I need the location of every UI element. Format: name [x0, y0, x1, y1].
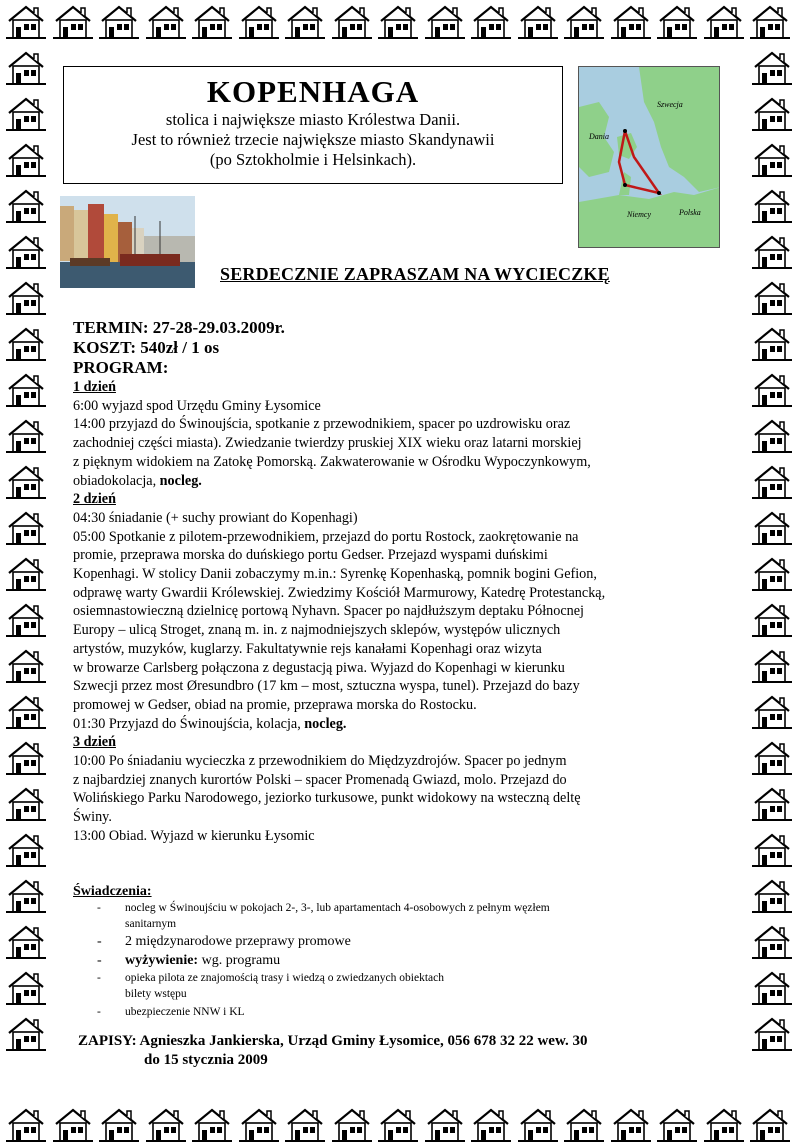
house-icon	[53, 1106, 93, 1144]
house-icon	[752, 279, 792, 317]
day-label: 2 dzień	[73, 491, 116, 508]
house-icon	[425, 3, 465, 41]
house-icon	[6, 141, 46, 179]
benefit-item: - wyżywienie: wg. programu	[97, 953, 281, 968]
house-icon	[378, 3, 418, 41]
map-label-szwecja: Szwecja	[657, 100, 683, 109]
benefits-heading: Świadczenia:	[73, 884, 152, 899]
house-icon	[471, 3, 511, 41]
house-icon	[285, 1106, 325, 1144]
house-icon	[146, 1106, 186, 1144]
registration-line-2: do 15 stycznia 2009	[144, 1052, 268, 1068]
day-line: Szwecji przez most Øresundbro (17 km – most, sztuczna wyspa, tunel). Przejazd do bazy	[73, 678, 580, 695]
house-icon	[6, 371, 46, 409]
day-line: osiemnastowieczną dzielnicę portową Nyhavn. Spacer po najdłuższym deptaku Północnej	[73, 603, 584, 620]
house-icon	[6, 831, 46, 869]
house-icon	[752, 831, 792, 869]
house-icon	[752, 417, 792, 455]
benefits-section	[73, 884, 733, 1020]
term-line: TERMIN: 27-28-29.03.2009r.	[73, 318, 285, 337]
map-label-dania: Dania	[589, 132, 609, 141]
house-icon	[425, 1106, 465, 1144]
house-icon	[285, 3, 325, 41]
house-icon	[518, 1106, 558, 1144]
house-icon	[6, 693, 46, 731]
house-icon	[6, 509, 46, 547]
house-icon	[750, 3, 790, 41]
title-box	[63, 66, 563, 184]
subtitle-line-3: (po Sztokholmie i Helsinkach).	[209, 150, 417, 169]
house-icon	[750, 1106, 790, 1144]
house-icon	[6, 923, 46, 961]
benefit-item: - nocleg w Świnoujściu w pokojach 2-, 3-, lub apartamentach 4-osobowych z pełnym węzłem sanitarnym	[97, 902, 550, 930]
house-icon	[564, 3, 604, 41]
house-icon	[752, 49, 792, 87]
program-heading: PROGRAM:	[73, 358, 169, 377]
house-icon	[6, 233, 46, 271]
house-icon	[6, 325, 46, 363]
day-line: z pięknym widokiem na Zatokę Pomorską. Zakwaterowanie w Ośrodku Wypoczynkowym,	[73, 453, 591, 470]
day-line: Europy – ulicą Stroget, znaną m. in. z najmodniejszych sklepów, występów ulicznych	[73, 622, 561, 639]
day-line: zachodniej części miasta). Zwiedzanie twierdzy pruskiej XIX wieku oraz latarni morskiej	[73, 435, 582, 452]
day-line: artystów, muzyków, kuglarzy. Fakultatywnie rejs kanałami Kopenhagi oraz wizyta	[73, 640, 542, 657]
day-line: 04:30 śniadanie (+ suchy prowiant do Kopenhagi)	[73, 509, 358, 526]
house-icon	[192, 1106, 232, 1144]
registration-line-1: ZAPISY: Agnieszka Jankierska, Urząd Gminy Łysomice, 056 678 32 22 wew. 30	[78, 1033, 588, 1049]
house-icon	[752, 647, 792, 685]
day-line: odprawę warty Gwardii Królewskiej. Zwiedzimy Kościół Marmurowy, Katedrę Protestancką,	[73, 584, 606, 601]
house-icon	[6, 417, 46, 455]
house-icon	[611, 1106, 651, 1144]
house-icon	[752, 785, 792, 823]
house-icon	[564, 1106, 604, 1144]
house-icon	[239, 1106, 279, 1144]
days-list	[73, 378, 733, 846]
day-line: 6:00 wyjazd spod Urzędu Gminy Łysomice	[73, 397, 321, 414]
day-line: promowej w Gedser, obiad na promie, przeprawa morska do Rostocku.	[73, 696, 477, 713]
house-icon	[378, 1106, 418, 1144]
house-icon	[752, 233, 792, 271]
subtitle-line-2: Jest to również trzecie największe miasto Skandynawii	[131, 130, 495, 149]
house-icon	[657, 1106, 697, 1144]
page-title: KOPENHAGA	[206, 74, 420, 109]
house-icon	[332, 3, 372, 41]
house-icon	[6, 1015, 46, 1053]
house-icon	[6, 95, 46, 133]
day-line: 14:00 przyjazd do Świnoujścia, spotkanie z przewodnikiem, spacer po uzdrowisku oraz	[73, 416, 571, 433]
house-icon	[752, 693, 792, 731]
house-icon	[99, 3, 139, 41]
house-icon	[6, 1106, 46, 1144]
house-icon	[657, 3, 697, 41]
house-icon	[471, 1106, 511, 1144]
house-icon	[332, 1106, 372, 1144]
house-icon	[752, 509, 792, 547]
house-icon	[6, 3, 46, 41]
day-line: 10:00 Po śniadaniu wycieczka z przewodnikiem do Międzyzdrojów. Spacer po jednym	[73, 753, 567, 770]
house-icon	[752, 923, 792, 961]
house-icon	[6, 785, 46, 823]
day-line: z najbardziej znanych kurortów Polski – spacer Promenadą Gwiazd, molo. Przejazd do	[73, 771, 567, 788]
house-icon	[752, 877, 792, 915]
house-icon	[752, 187, 792, 225]
house-icon	[752, 601, 792, 639]
subtitle-line-1: stolica i największe miasto Królestwa Danii.	[165, 110, 461, 129]
house-icon	[192, 3, 232, 41]
day-line: Wolińskiego Parku Narodowego, jeziorko turkusowe, punkt widokowy na wsteczną deltę	[73, 790, 581, 807]
house-icon	[99, 1106, 139, 1144]
house-icon	[752, 95, 792, 133]
house-icon	[146, 3, 186, 41]
house-icon	[6, 969, 46, 1007]
day-line: w browarze Carlsberg połączona z degustacją piwa. Wyjazd do Kopenhagi w kierunku	[73, 659, 565, 676]
house-icon	[752, 325, 792, 363]
day-line: obiadokolacja, nocleg.	[73, 472, 202, 489]
house-icon	[518, 3, 558, 41]
house-icon	[6, 279, 46, 317]
benefit-item: - 2 międzynarodowe przeprawy promowe	[97, 934, 351, 949]
house-icon	[6, 647, 46, 685]
house-icon	[704, 1106, 744, 1144]
day-line: Świny.	[73, 809, 112, 826]
cost-line: KOSZT: 540zł / 1 os	[73, 338, 220, 357]
route-map	[578, 66, 720, 248]
day-line: 01:30 Przyjazd do Świnoujścia, kolacja, nocleg.	[73, 715, 347, 732]
house-icon	[239, 3, 279, 41]
house-icon	[752, 141, 792, 179]
nyhavn-photo	[60, 196, 195, 288]
house-icon	[752, 555, 792, 593]
house-icon	[752, 1015, 792, 1053]
house-icon	[752, 739, 792, 777]
day-line: promie, przeprawa morska do duńskiego portu Gedser. Przejazd wyspami duńskimi	[73, 547, 548, 564]
registration-info	[78, 1032, 587, 1070]
house-icon	[6, 877, 46, 915]
house-icon	[611, 3, 651, 41]
house-icon	[53, 3, 93, 41]
house-icon	[6, 187, 46, 225]
program-content	[73, 318, 733, 846]
benefit-item: - ubezpieczenie NNW i KL	[97, 1006, 245, 1018]
house-icon	[6, 555, 46, 593]
house-icon	[6, 601, 46, 639]
house-icon	[6, 739, 46, 777]
house-icon	[752, 463, 792, 501]
day-line: Kopenhagi. W stolicy Danii zobaczymy m.in.: Syrenkę Kopenhaską, pomnik bogini Gefion,	[73, 566, 597, 583]
day-label: 1 dzień	[73, 379, 116, 395]
house-icon	[752, 371, 792, 409]
day-label: 3 dzień	[73, 734, 116, 751]
invitation-heading: SERDECZNIE ZAPRASZAM NA WYCIECZKĘ	[220, 264, 610, 284]
benefit-item: - opieka pilota ze znajomością trasy i wiedzą o zwiedzanych obiektach bilety wstępu	[97, 972, 444, 1000]
map-label-niemcy: Niemcy	[627, 210, 651, 219]
day-line: 13:00 Obiad. Wyjazd w kierunku Łysomic	[73, 827, 315, 844]
house-icon	[6, 49, 46, 87]
day-line: 05:00 Spotkanie z pilotem-przewodnikiem, przejazd do portu Rostock, zaokrętowanie na	[73, 528, 579, 545]
house-icon	[6, 463, 46, 501]
house-icon	[752, 969, 792, 1007]
house-icon	[704, 3, 744, 41]
map-label-polska: Polska	[679, 208, 701, 217]
